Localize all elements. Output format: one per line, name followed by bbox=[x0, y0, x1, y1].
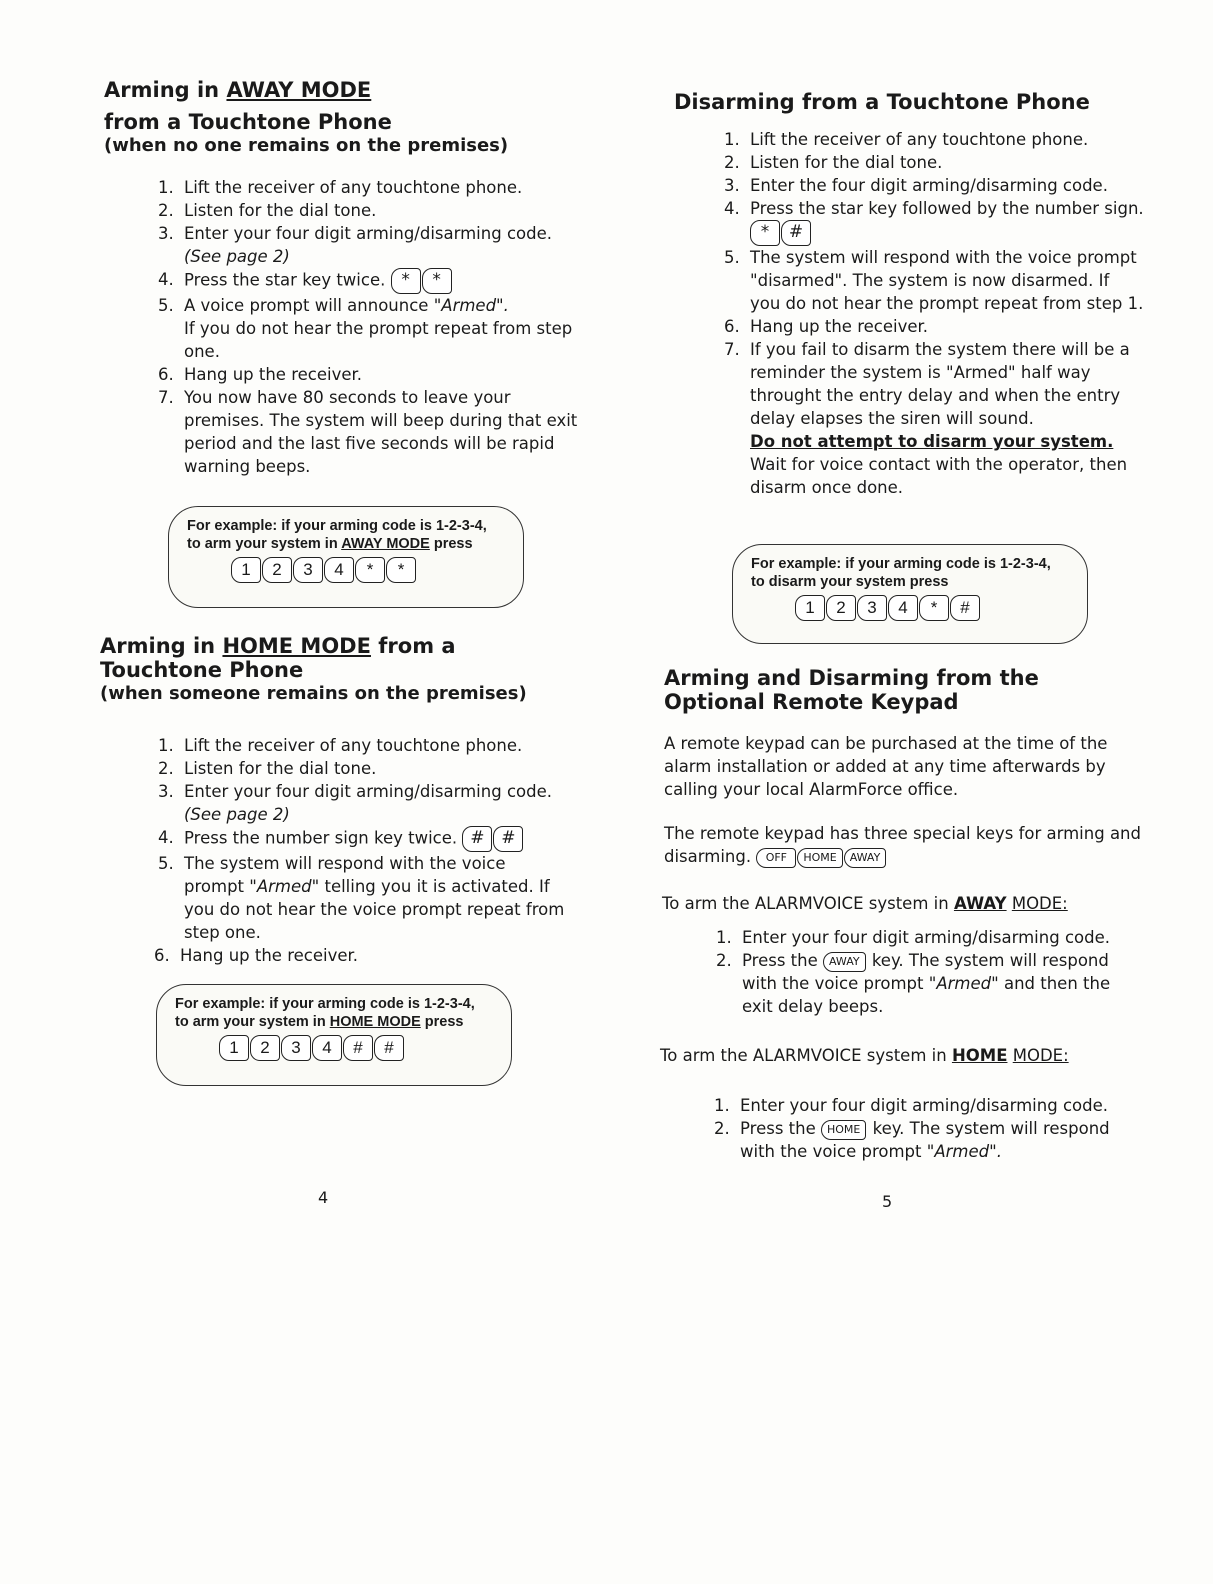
step-note: (See page 2) bbox=[184, 805, 290, 824]
step-quote: "Armed". bbox=[926, 1142, 1002, 1161]
disarm-title: Disarming from a Touchtone Phone bbox=[674, 90, 1090, 114]
step-text: Listen for the dial tone. bbox=[184, 201, 377, 220]
home-key: HOME bbox=[821, 1120, 866, 1140]
key-1: 1 bbox=[795, 595, 825, 621]
step-number: 1. bbox=[158, 736, 174, 755]
step-text: Enter your four digit arming/disarming code. bbox=[184, 782, 552, 801]
remote-paragraph-2-text: The remote keypad has three special keys for arming and disarming. bbox=[664, 824, 1141, 866]
disarm-example-box bbox=[732, 544, 1088, 644]
step-continuation: telling you it is activated. If you do not hear the voice prompt repeat from step one. bbox=[184, 877, 565, 942]
step-text: Enter your four digit arming/disarming code. bbox=[742, 928, 1110, 947]
star-key: * bbox=[422, 268, 452, 294]
key-2: 2 bbox=[262, 557, 292, 583]
home-title bbox=[100, 634, 590, 658]
away-title-line2: from a Touchtone Phone bbox=[104, 110, 392, 135]
step-text: Lift the receiver of any touchtone phone. bbox=[184, 178, 523, 197]
step-text: Hang up the receiver. bbox=[184, 365, 363, 384]
disarm-steps bbox=[724, 128, 1144, 499]
away-intro-prefix: To arm the ALARMVOICE system in bbox=[662, 894, 949, 913]
home-title-prefix: Arming in bbox=[100, 634, 216, 658]
home-intro-prefix: To arm the ALARMVOICE system in bbox=[660, 1046, 947, 1065]
remote-paragraph-1: A remote keypad can be purchased at the time of the alarm installation or added at any time afterwards by calling your local AlarmForce office. bbox=[664, 734, 1108, 799]
hash-key: # bbox=[950, 595, 980, 621]
step-text: Listen for the dial tone. bbox=[184, 759, 377, 778]
home-steps bbox=[154, 734, 568, 967]
home-step-6 bbox=[154, 944, 568, 967]
step-text: Press the star key twice. bbox=[184, 270, 386, 290]
step-number: 7. bbox=[724, 340, 740, 359]
hash-key: # bbox=[781, 220, 811, 246]
home-step-1 bbox=[158, 734, 568, 757]
away-step-2 bbox=[158, 199, 588, 222]
remote-title-line2: Optional Remote Keypad bbox=[664, 690, 959, 715]
step-number: 2. bbox=[724, 153, 740, 172]
step-text: A voice prompt will announce bbox=[184, 296, 429, 315]
off-key: OFF bbox=[756, 848, 796, 868]
step-text: Enter your four digit arming/disarming code. bbox=[184, 224, 552, 243]
key-4: 4 bbox=[312, 1035, 342, 1061]
home-heading bbox=[100, 634, 590, 705]
example-mode: AWAY MODE bbox=[341, 536, 430, 552]
hash-key: # bbox=[374, 1035, 404, 1061]
step-number: 4. bbox=[158, 828, 174, 847]
step-text: Press the star key followed by the number sign. bbox=[750, 199, 1144, 218]
disarm-step-4 bbox=[724, 197, 1144, 246]
disarm-step-5 bbox=[724, 246, 1144, 315]
star-key: * bbox=[355, 557, 385, 583]
step-text: Enter the four digit arming/disarming code. bbox=[750, 176, 1108, 195]
step-text: Hang up the receiver. bbox=[180, 946, 359, 965]
home-intro-bold: HOME bbox=[951, 1046, 1008, 1065]
step-text: Listen for the dial tone. bbox=[750, 153, 943, 172]
step-text: Lift the receiver of any touchtone phone. bbox=[184, 736, 523, 755]
key-3: 3 bbox=[293, 557, 323, 583]
page-number-right: 5 bbox=[882, 1192, 893, 1211]
away-step-5 bbox=[158, 294, 588, 363]
step-number: 4. bbox=[158, 270, 174, 289]
away-subtitle: (when no one remains on the premises) bbox=[104, 135, 509, 157]
example-line-2-prefix: to arm your system in bbox=[187, 536, 338, 552]
disarm-warning: Do not attempt to disarm your system. bbox=[750, 432, 1114, 451]
key-1: 1 bbox=[231, 557, 261, 583]
step-number: 1. bbox=[716, 928, 732, 947]
home-step-2 bbox=[158, 757, 568, 780]
step-number: 6. bbox=[724, 317, 740, 336]
step-number: 1. bbox=[724, 130, 740, 149]
step-text: You now have 80 seconds to leave your premises. The system will beep during that exit period and the last five seconds will be rapid warning beeps. bbox=[184, 388, 578, 476]
key-1: 1 bbox=[219, 1035, 249, 1061]
example-line-2 bbox=[187, 535, 505, 553]
home-example-box bbox=[156, 984, 512, 1086]
step-text: Hang up the receiver. bbox=[750, 317, 929, 336]
remote-home-steps bbox=[714, 1094, 1144, 1163]
home-intro-rest: MODE: bbox=[1012, 1046, 1069, 1065]
step-continuation: and then the exit delay beeps. bbox=[742, 974, 1111, 1016]
step-number: 1. bbox=[158, 178, 174, 197]
hash-key: # bbox=[493, 826, 523, 852]
away-step-7 bbox=[158, 386, 588, 478]
example-keys bbox=[751, 595, 1069, 621]
step-text: If you fail to disarm the system there will be a reminder the system is "Armed" half way throught the entry delay and when the entry delay elapses the siren will sound. bbox=[750, 340, 1130, 428]
step-number: 5. bbox=[724, 248, 740, 267]
step-text: The system will respond with the voice prompt "disarmed". The system is now disarmed. If you do not hear the prompt repeat from step 1. bbox=[750, 248, 1144, 313]
step-number: 4. bbox=[724, 199, 740, 218]
step-number: 5. bbox=[158, 296, 174, 315]
step-number: 6. bbox=[154, 946, 170, 965]
disarm-step-1 bbox=[724, 128, 1144, 151]
remote-heading bbox=[664, 666, 1144, 714]
star-key: * bbox=[750, 220, 780, 246]
key-3: 3 bbox=[857, 595, 887, 621]
step-quote: "Armed". bbox=[433, 296, 509, 315]
step-prefix: Press the bbox=[742, 951, 818, 970]
step-quote: "Armed" bbox=[249, 877, 320, 896]
step-number: 2. bbox=[714, 1119, 730, 1138]
away-intro-bold: AWAY bbox=[953, 894, 1007, 913]
away-key: AWAY bbox=[844, 848, 887, 868]
home-step-4 bbox=[158, 826, 568, 852]
remote-away-steps bbox=[716, 926, 1146, 1018]
example-line-1: For example: if your arming code is 1-2-3-4, bbox=[751, 556, 1051, 572]
example-line-2-prefix: to arm your system in bbox=[175, 1014, 326, 1030]
away-title-prefix: Arming in bbox=[104, 78, 220, 102]
step-text: key. The system will respond with the voice prompt bbox=[742, 951, 1109, 993]
step-text: key. The system will respond with the voice prompt bbox=[740, 1119, 1110, 1161]
star-key: * bbox=[391, 268, 421, 294]
away-key: AWAY bbox=[823, 952, 866, 972]
away-step-4 bbox=[158, 268, 588, 294]
away-step-6 bbox=[158, 363, 588, 386]
example-line-2 bbox=[175, 1013, 493, 1031]
step-note: (See page 2) bbox=[184, 247, 290, 266]
step-continuation: Wait for voice contact with the operator, then disarm once done. bbox=[750, 455, 1128, 497]
home-step-3 bbox=[158, 780, 568, 826]
remote-paragraph-2 bbox=[664, 822, 1144, 868]
example-keys bbox=[187, 557, 505, 583]
step-number: 3. bbox=[158, 782, 174, 801]
example-line-2-suffix: press bbox=[433, 536, 473, 552]
step-continuation: If you do not hear the prompt repeat from step one. bbox=[184, 319, 573, 361]
remote-away-step-2 bbox=[716, 949, 1146, 1018]
away-intro-rest: MODE: bbox=[1011, 894, 1068, 913]
home-key: HOME bbox=[797, 848, 842, 868]
step-number: 7. bbox=[158, 388, 174, 407]
example-line-2: to disarm your system press bbox=[751, 574, 949, 590]
step-number: 3. bbox=[724, 176, 740, 195]
example-line-2-suffix: press bbox=[424, 1014, 464, 1030]
star-key: * bbox=[386, 557, 416, 583]
step-number: 3. bbox=[158, 224, 174, 243]
star-key: * bbox=[919, 595, 949, 621]
step-text: Enter your four digit arming/disarming code. bbox=[740, 1096, 1108, 1115]
home-title-line2: Touchtone Phone bbox=[100, 658, 304, 683]
home-title-suffix: from a bbox=[378, 634, 456, 658]
away-step-3 bbox=[158, 222, 588, 268]
step-text: The system will respond with the voice prompt bbox=[184, 854, 506, 896]
step-number: 2. bbox=[716, 951, 732, 970]
key-2: 2 bbox=[826, 595, 856, 621]
key-2: 2 bbox=[250, 1035, 280, 1061]
disarm-step-6 bbox=[724, 315, 1144, 338]
example-mode: HOME MODE bbox=[329, 1014, 421, 1030]
remote-away-step-1 bbox=[716, 926, 1146, 949]
home-subtitle: (when someone remains on the premises) bbox=[100, 683, 527, 705]
disarm-step-3 bbox=[724, 174, 1144, 197]
example-line-1: For example: if your arming code is 1-2-3-4, bbox=[187, 518, 487, 534]
example-line-1: For example: if your arming code is 1-2-3-4, bbox=[175, 996, 475, 1012]
remote-home-step-1 bbox=[714, 1094, 1144, 1117]
example-keys bbox=[175, 1035, 493, 1061]
disarm-step-2 bbox=[724, 151, 1144, 174]
home-step-5 bbox=[158, 852, 568, 944]
step-number: 5. bbox=[158, 854, 174, 873]
away-example-box bbox=[168, 506, 524, 608]
home-title-mode: HOME MODE bbox=[222, 634, 371, 658]
step-number: 1. bbox=[714, 1096, 730, 1115]
hash-key: # bbox=[462, 826, 492, 852]
away-title bbox=[104, 78, 584, 102]
key-4: 4 bbox=[888, 595, 918, 621]
home-mode-intro bbox=[660, 1044, 1140, 1067]
key-4: 4 bbox=[324, 557, 354, 583]
step-text: Press the number sign key twice. bbox=[184, 828, 458, 848]
step-prefix: Press the bbox=[740, 1119, 816, 1138]
away-step-1 bbox=[158, 176, 588, 199]
key-3: 3 bbox=[281, 1035, 311, 1061]
step-number: 6. bbox=[158, 365, 174, 384]
remote-title-line1: Arming and Disarming from the bbox=[664, 666, 1039, 690]
hash-key: # bbox=[343, 1035, 373, 1061]
disarm-step-7 bbox=[724, 338, 1144, 499]
remote-home-step-2 bbox=[714, 1117, 1144, 1163]
step-number: 2. bbox=[158, 201, 174, 220]
away-heading bbox=[104, 78, 584, 157]
away-title-mode: AWAY MODE bbox=[226, 78, 372, 102]
step-quote: "Armed" bbox=[928, 974, 999, 993]
step-text: Lift the receiver of any touchtone phone. bbox=[750, 130, 1089, 149]
away-steps bbox=[158, 176, 588, 478]
page-number-left: 4 bbox=[318, 1188, 329, 1207]
away-mode-intro bbox=[662, 892, 1142, 915]
step-number: 2. bbox=[158, 759, 174, 778]
